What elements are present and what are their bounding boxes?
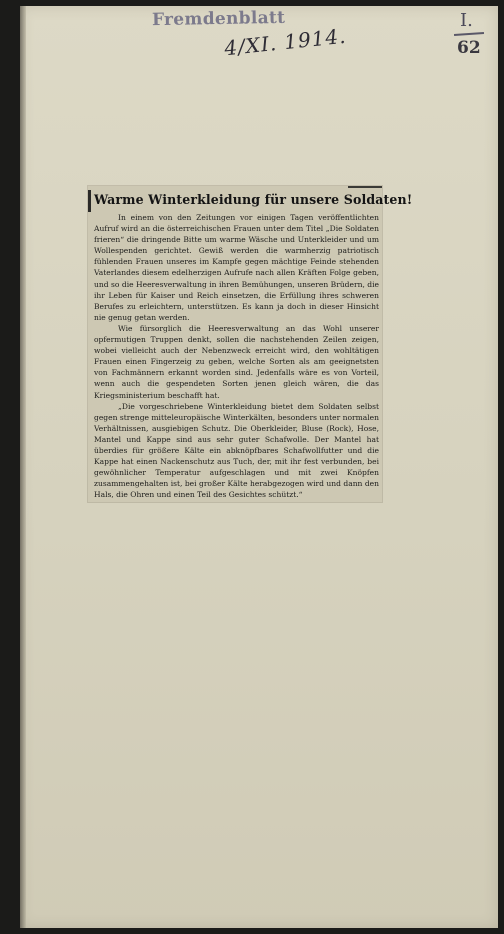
handwritten-date: 4/XI. 1914. xyxy=(223,23,348,61)
newspaper-clipping xyxy=(88,186,413,502)
clipping-top-rule xyxy=(348,186,382,188)
article-paragraph: Wie fürsorglich die Heeresverwaltung an das Wohl unserer opfermutigen Truppen denkt, sollen die nachstehenden Zeilen zeigen, wobei vielleicht auch der Nebenzweck erreicht wird, den wohltätigen Frauen einen Fingerzeig zu geben, welche Sorten als am geeignetsten von Fachmännern erkannt worden sind. Jedenfalls wäre es von Vorteil, wenn auch die gespendeten Sorten jenen gleich wären, die das Kriegsministerium beschafft hat. xyxy=(94,323,379,400)
page-number: 62 xyxy=(457,38,481,58)
article-headline: Warme Winterkleidung für unsere Soldaten! xyxy=(94,192,413,207)
newspaper-stamp: Fremdenblatt xyxy=(151,7,286,31)
article-paragraph: In einem von den Zeitungen vor einigen Tagen veröffentlichten Aufruf wird an die österreichischen Frauen unter dem Titel „Die Soldaten frieren“ die dringende Bitte um warme Wäsche und Unterkleider und um Wollespenden gerichtet. Gewiß werden die warmherzig patriotisch fühlenden Frauen unseres im Kampfe gegen mächtige Feinde stehenden Vaterlandes diesem edelherzigen Aufrufe nach allen Kräften Folge geben, und so die Heeresverwaltung in ihren Bemühungen, unseren Brüdern, die ihr Leben für Kaiser und Reich einsetzen, die Erfüllung ihres schweren Berufes zu erleichtern, unterstützen. Es kann ja doch in dieser Hinsicht nie genug getan werden. xyxy=(94,213,379,322)
article-body xyxy=(94,212,379,500)
sheet-left-edge xyxy=(20,6,26,928)
folio-mark: I. xyxy=(460,10,473,31)
clipping-left-mark xyxy=(88,190,91,212)
article-paragraph: „Die vorgeschriebene Winterkleidung bietet dem Soldaten selbst gegen strenge mitteleuropäische Winterkälten, besonders unter normalen Verhältnissen, ausgiebigen Schutz. Die Oberkleider, Bluse (Rock), Hose, Mantel und Kappe sind aus sehr guter Schafwolle. Der Mantel hat überdies für größere Kälte ein abknöpfbares Schafwollfutter und die Kappe hat einen Nackenschutz aus Tuch, der, mit ihr fest verbunden, bei gewöhnlicher Temperatur aufgeschlagen und mit zwei Knöpfen zusammengehalten ist, bei großer Kälte herabgezogen wird und dann den Hals, die Ohren und einen Teil des Gesichtes schützt.“ xyxy=(94,401,379,500)
